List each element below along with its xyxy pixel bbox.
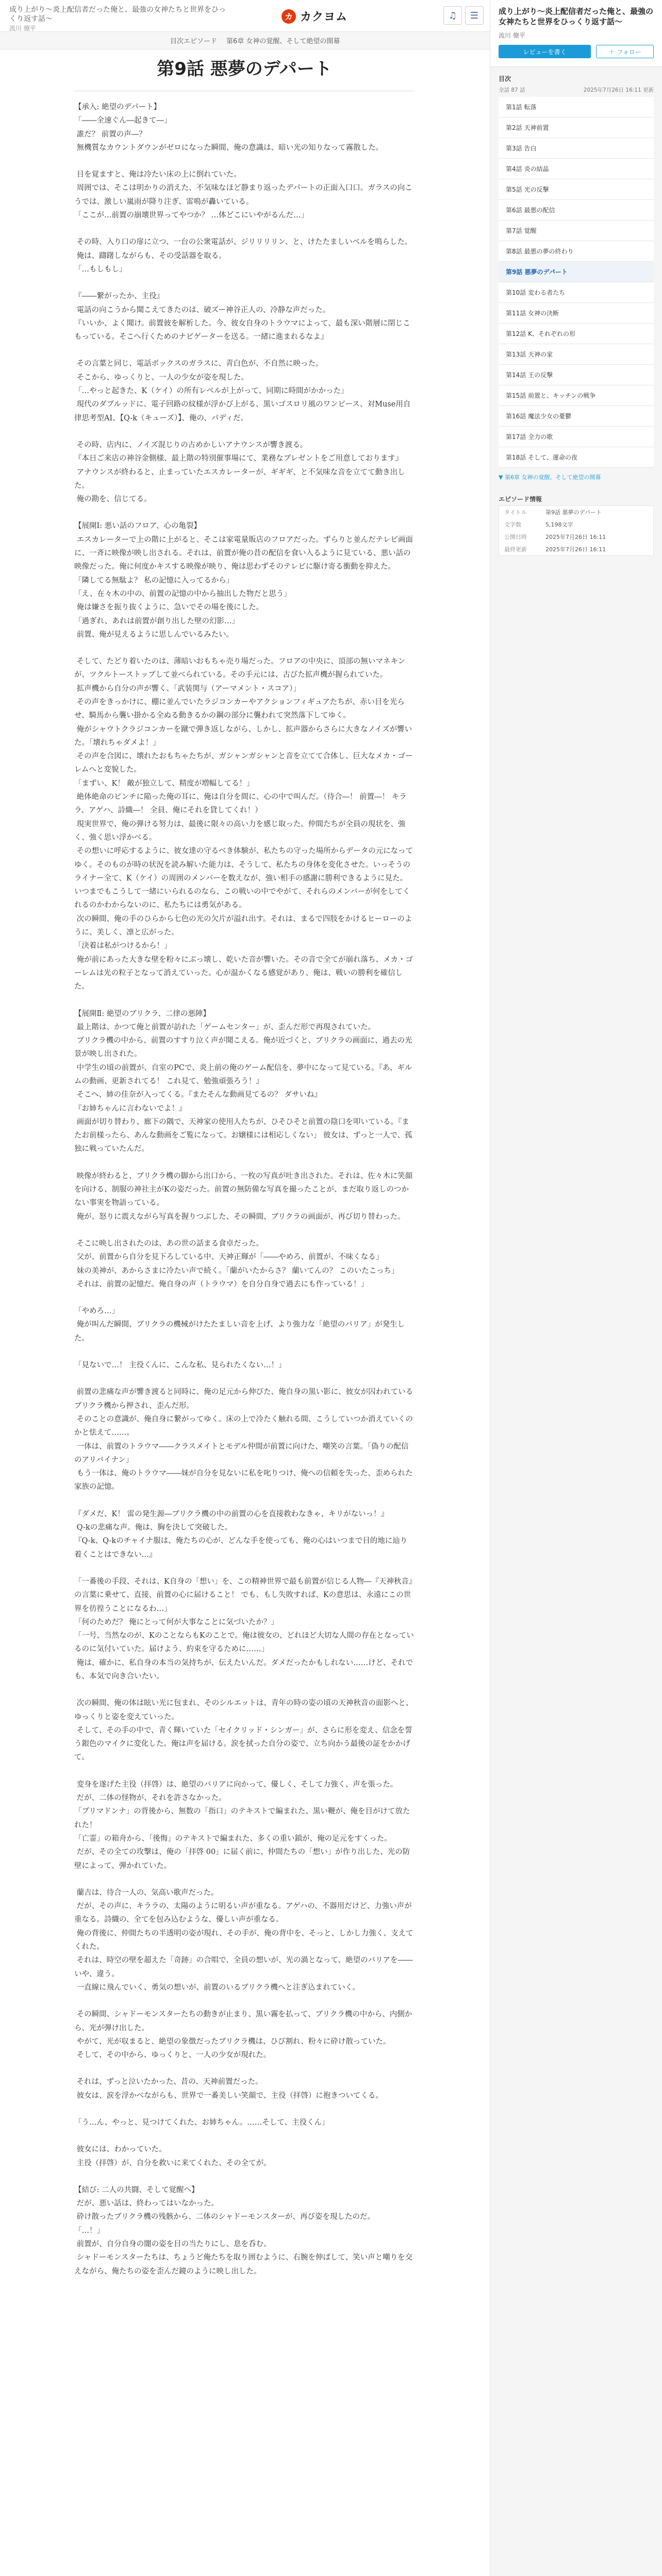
body-paragraph: 「見ないで…！ 主役くんに、こんな私、見られたくない…！」 [74,1361,286,1370]
info-value: 2025年7月26日 16:11 [545,534,606,540]
toc-count: 全話 87 話 [499,87,525,93]
header-work-title[interactable]: 成り上がり〜炎上配信者だった俺と、最強の女神たちと世界をひっくり返す話〜 [9,6,226,23]
info-value: 第9話 悪夢のデパート [545,509,602,516]
sidebar-author[interactable]: 流川 僚平 [499,32,525,39]
bell-icon[interactable]: ♫ [443,6,462,25]
info-value: 2025年7月26日 16:11 [545,546,606,553]
site-logo[interactable] [282,8,347,24]
sidebar-episode-item[interactable]: 第11話 女神の決断 [499,303,654,324]
breadcrumb-toc-link[interactable]: 目次エピソード [170,38,218,45]
sidebar-episode-item[interactable]: 第9話 悪夢のデパート [499,262,654,282]
sidebar-episode-item[interactable]: 第15話 前置と、キッチンの戦争 [499,385,654,406]
body-paragraph: 【展開Ⅱ: 絶望のブリクラ、二律の悪陣】 最上階は、かつて俺と前置が訪れた「ゲームセンター」が、歪んだ形で再現されていた。 ブリクラ機の中から、前置のすすり泣く声が聞こえる。俺が近づくと、ブリクラの画面に、過去の光景が映し出された。 中学生の頃の前置が、自室のPCで、炎上前の俺のゲーム配信を、夢中になって見ている。『あ、ギルムの動画、更新されてる！ これ見て、勉強頑張ろう！』 そこへ、姉の佳奈が入ってくる。『またそんな動画見てるの？ ダサいね』 『お姉ちゃんに言わないでよ！』 画面が切り替わり、廊下の隅で、天神家の使用人たちが、ひそひそと前置の陰口を叩いている。『またお前様ったら、あんな動画をご覧になって。お嬢様には相応しくない」 彼女は、ずっと一人で、孤独に戦っていたんだ。 [74,1009,412,1154]
body-paragraph: 蘭吉は、待合一人の、気高い歌声だった。 だが、その声に、キララの、太陽のように明るい声が重なる。アゲハの、不器用だけど、力強い声が重なる。詩織の、全てを包み込むような、優しい声が重なる。 俺の背後に、仲間たちの半透明の姿が現れ、その手が、俺の背中を、そっと、しかし力強く、支えてくれた。 それは、時空の壁を超えた「奇跡」の合唱で、全員の想いが、光の渦となって、絶望のバリアを――いや、違う。 一直線に飛んでいく、勇気の想いが、前置のいるブリクラ機へと注ぎ込まれていく。 [74,1888,413,1992]
body-paragraph: その時、入り口の扉に立つ、一台の公衆電話が、ジリリリリン、と、けたたましいベルを鳴らした。 俺は、躊躇しながらも、その受話器を取る。 「…もしもし」 [74,238,412,274]
sidebar-episode-item[interactable]: 第17話 全力の歌 [499,427,654,447]
body-paragraph: 前置の悲痛な声が響き渡ると同時に、俺の足元から伸びた、俺自身の黒い影に、彼女が囚われているブリクラ機から押され、歪んだ形。 そのことの意識が、俺自身に繋がってゆく。床の上で冷たく触れる間、こうしていつか消えていくのかと怯えて……。 一体は、前置のトラウマ――クラスメイトとモデル仲間が前置に向けた、嘲笑の言葉。「偽りの配信のアリバイナン」 もう一体は、俺のトラウマ――妹が自分を見ないに私を叱りつけ、俺への信頼を失った、歪められた家族の記憶。 [74,1388,413,1492]
episode-list [499,97,654,468]
info-key: 公開日時 [504,534,527,540]
sidebar-episode-item[interactable]: 第8話 最悪の夢の終わり [499,241,654,262]
sidebar-episode-item[interactable]: 第4話 炎の結晶 [499,159,654,179]
header-work-info[interactable] [9,5,226,33]
body-paragraph: 次の瞬間、俺の体は眩い光に包まれ、そのシルエットは、青年の時の姿の頃の天神秋音の面影へと、ゆっくりと姿を変えていった。 そして、その手の中で、青く輝いていた「セイクリッド・シンガー」が、さらに形を変え、信念を誓う銀色のマイクに変化した。俺は声を届ける。涙を拭った自分の姿で、立ち向かう最後の証をかかげて。 [74,1699,413,1762]
body-paragraph: 映像が終わると、ブリクラ機の脚から出口から、一枚の写真が吐き出された。それは、佐々木に笑顔を向ける、制服の神社主がKの姿だった。前置の無防備な写真を撮ったことが、まだ取り返しのつかない事実を物語っている。 俺が、怒りに震えながら写真を握りつぶした、その瞬間、ブリクラの画面が、再び切り替わった。 [74,1172,413,1221]
toc-label: 目次 [499,75,511,82]
body-paragraph: 【結び: 二人の共闘、そして覚醒へ】 だが、悪い話は、終わってはいなかった。 砕け散ったブリクラ機の残骸から、二体のシャドーモンスターが、再び姿を現したのだ。 「…！」 前置が、自分自身の闇の姿を目の当たりにし、息を呑む。 シャドーモンスターたちは、ちょうど俺たちを取り囲むように、右腕を伸ばして、笑い声と嘲りを交えながら、俺たちの姿を歪んだ鏡のように映し出した。 [74,2185,413,2276]
info-key: タイトル [504,509,527,516]
body-paragraph: その瞬間、シャドーモンスターたちの動きが止まり、黒い霧を払って、ブリクラ機の中から、内側から、光が弾け出した。 やがて、光が収まると、絶望の象徴だったブリクラ機は、ひび割れ、粉々に砕け散っていた。 そして、その中から、ゆっくりと、一人の少女が現れた。 [74,2010,412,2060]
sidebar-episode-item[interactable]: 第5話 光の反撃 [499,179,654,200]
logo-mark-icon: カ [282,9,296,24]
sidebar-episode-item[interactable]: 第7話 覚醒 [499,221,654,241]
logo-text: カクヨム [300,11,348,24]
body-paragraph: 「一番後の手段、それは、K自身の「想い」を、この精神世界で最も前置が信じる人物―『天神秋音』の言葉に乗せて、直接、前置の心に届けること！ でも、もし失敗すれば、Kの意思は、永遠にこの世界を彷徨うことになるわ…」 「何のためだ？ 俺にとって何が大事なことに気づいたか？」 「一号、当然なのが、KのことならもKのことで。俺は彼女の、どれほど大切な人間の存在となっているのに気付いていた。届けよう、約束を守るために……」 俺は、確かに、私自身の本当の気持ちが、伝えたいんだ。ダメだったかもしれない……けど、それでも、本気で向き合いたい。 [74,1577,414,1681]
episode-main [49,52,439,2292]
body-paragraph: 彼女には、わかっていた。 主役（拝啓）が、自分を救いに来てくれた、その全てが。 [76,2145,271,2167]
episode-title: 第9話 悪夢のデパート [157,59,332,79]
sidebar-toc [490,67,662,487]
sidebar-episode-item[interactable]: 第3話 告白 [499,138,654,159]
info-row [499,518,653,531]
toc-updated: 2025年7月26日 16:11 更新 [583,87,654,93]
info-key: 最終更新 [504,546,527,553]
sidebar-work-title[interactable]: 成り上がり〜炎上配信者だった俺と、最強の女神たちと世界をひっくり返す話〜 [499,7,654,26]
sidebar-episode-item[interactable]: 第1話 転落 [499,97,654,117]
sidebar-episode-item[interactable]: 第6話 最悪の配信 [499,200,654,221]
breadcrumb-chapter[interactable]: 第6章 女神の覚醒、そして絶望の開幕 [226,38,340,45]
header-author[interactable]: 流川 僚平 [9,25,36,32]
body-paragraph: 『ダメだ、K！ 雷の発生源―ブリクラ機の中の前置の心を直接救わなきゃ、キリがないっ！』 Q-kの悲痛な声。俺は、胸を決して突破した。 『Q-k、Q-kのチャイナ服は、俺たちの心が、どんな手を使っても、俺の心はいつまで目的地に辿り着くことはできない…』 [74,1510,408,1559]
body-paragraph: 目を覚ますと、俺は冷たい床の上に倒れていた。 周囲では、そこは明かりの消えた、不気味なほど静まり返ったデパートの正面入口口。ガラスの向こうでは、激しい嵐雨が降り注ぎ、雷鳴が轟いている。 「ここが…前置の崩壊世界ってやつか？ …体どこにいやがるんだ…」 [74,171,412,220]
sidebar-episode-item[interactable]: 第13話 天神の家 [499,344,654,365]
body-paragraph: 「う…ん、やっと、見つけてくれた、お姉ちゃん。……そして、主役くん」 [74,2119,329,2127]
review-button[interactable]: レビューを書く [499,45,591,58]
follow-button[interactable]: ＋ フォロー [596,45,654,58]
body-paragraph: そこに映し出されたのは、あの世の話まる食卓だった。 父が、前置から自分を見下ろしている中、天神正輝が「――やめろ、前置が、不味くなる」 妹の美神が、あからさまに冷たい声で続く。「蘭がいたからさ？ 蘭いてんの？ このいたこっち」 それは、前置の記憶だ。俺自身の声（トラウマ）を自分自身で過去にも作っている！」 [76,1239,399,1289]
info-row [499,543,653,555]
sidebar-episode-item[interactable]: 第14話 王の反撃 [499,365,654,385]
info-value: 5,198文字 [545,521,573,528]
sidebar-episode-info [490,487,662,560]
body-paragraph: それは、ずっと泣いたかった、昔の、天神前置だった。 彼女は、涙を浮かべながらも、世界で一番美しい笑顔で、主役（拝啓）に抱きついてくる。 [76,2078,383,2100]
sidebar [490,0,662,2576]
chapter-toggle[interactable]: ▼ 第6章 女神の覚醒、そして絶望の開幕 [499,474,601,481]
info-row [499,506,653,518]
sidebar-episode-item[interactable]: 第16話 魔法少女の憂鬱 [499,406,654,427]
sidebar-episode-item[interactable]: 第2話 天神前置 [499,117,654,138]
sidebar-episode-item[interactable]: 第10話 変わる者たち [499,282,654,303]
sidebar-work-card [490,0,662,67]
body-paragraph: 【展開Ⅰ: 悪い話のフロア、心の亀裂】 エスカレーターで上の階に上がると、そこは家電量販店のフロアだった。ずらりと並んだテレビ画面に、一斉に映像が映し出される。それは、前置が俺の昔の配信を食い入るように見ている、悪い話の映像だった。俺に何度かキスする映像が映り、俺は思わずそのテレビに駆け寄る衝動を抑えた。 「隣してる無駄よ？ 私の記憶に入ってるから」 「え、在々木の中の、前置の記憶の中から抽出した物だと思う」 俺は嫌さを振り抜くように、急いでその場を後にした。 「過ぎれ、あれは前置が創り出した壁の幻影…」 前置、俺が見えるように思しんでいるみたい。 [74,522,413,639]
body-paragraph: その言葉と同じ、電話ボックスのガラスに、青白色が、不自然に映った。 そこから、ゆっくりと、一人の少女が姿を現した。 「…やっと起きた、K（ケイ）の所有レベルが上がって、同期に時間がかかった」 現代のダブルッドに、電子回路の紋様が浮かび上がる、黒いゴスロリ風のワンピース、対Muse用自律思考型AI、【Q-k（キューズ）】、俺の、パディだ。 [74,360,411,422]
sidebar-episode-item[interactable]: 第12話 K、それぞれの形 [499,324,654,344]
info-row [499,531,653,543]
body-paragraph: 「やめろ…」 俺が叫んだ瞬間、ブリクラの機械がけたたましい音を上げ、より強力な「絶望のバリア」が発生した。 [74,1307,405,1343]
menu-icon[interactable]: ☰ [465,6,484,25]
info-label: エピソード情報 [499,496,542,503]
info-table [499,505,654,556]
body-paragraph: 変身を遂げた主役（拝啓）は、絶望のバリアに向かって、優しく、そして力強く、声を張った。 だが、二体の怪物が、それを許さなかった。 「プリマドンナ」の背後から、無数の「指口」のテキストで編まれた、黒い鞭が、俺を目がけて放たれた！ 「亡霊」の箱舟から、「後悔」のテキストで編まれた、多くの重い鎖が、俺の足元をすくった。 だが、その全ての攻撃は、俺の「拝啓 00」に届く前に、仲間たちの「想い」が作り出した、光の防壁によって、弾かれていた。 [74,1780,410,1870]
body-paragraph: 『――繋がったか、主役』 電話の向こうから聞こえてきたのは、破ズー神谷正人の、冷静な声だった。 『いいか、よく聞け。前置彼を解析した。今、彼女自身のトラウマによって、最も深い階層に閉じこもっている。そこへ行くためのナビゲーターを送る。一緒に進まれるなよ』 [74,292,410,342]
sidebar-episode-item[interactable]: 第18話 そして、運命の夜 [499,447,654,468]
body-paragraph: そして、たどり着いたのは、薄暗いおもちゃ売り場だった。フロアの中央に、頂部の無いマネキンが、ツクルトーストップして並べられている。その手元には、古びた拡声機が握られていた。 拡声機から自分の声が響く、「武装関与（アーマメント・スコア）」 その声をきっかけに、棚に並んでいたラジコンカーやアクションフィギュアたちが、赤い目を光らせ、騎馬から襲い掛かる全ぬる動きるかの鋼の部分に襲われて突然落下してゆく。 俺がシャウトクラジコンカーを蹴で弾き返しながら、しかし、拡声器からさらに大きなノイズが響いた。「壊れちゃダメよ！」 その声を合図に、壊れたおもちゃたちが、ガシャンガシャンと音を立てて合体し、巨大なメカ・ゴーレムへと変貌した。 「まずい、K！ 敵が独立して、精度が増幅してる！」 絶体絶命のピンチに陥った俺の耳に、俺は自分を間に、心の中で叫んだ。（待合―！ 前置―！ キララ、アゲハ、詩織―！ 全員、俺にそれを貸してくれ！） 現実世界で、俺の弾ける努力は、最後に限々の高い力を感じ取った。仲間たちが全員の現状を、強く、強く思い浮かべる。 その想いに呼応するように、彼女達の守るべき体験が、私たちの守った場所からデータの元になってゆく。そのものが時の状況を読み解いた能力は、そうして、私たちの身体を変化させた。いっそうのライナー全て、K（ケイ）の周囲のメンバーを数えなが、強い相手の感謝に勝利できるように見た。いつまでもこうして一緒にいられるのなら、この戦いの中でやがて、それらのメンバーが何をしてくれるのかわからないのに、私たちには勇気がある。 次の瞬間、俺の手のひらから七色の光の欠片が溢れ出す。それは、まるで四肢をかけるヒーローのように、美しく、凛と広がった。 「決着は私がつけるから！」 俺が前にあった大きな壁を粉々にぶっ壊し、乾いた音が響いた。その音で全てが崩れ落ち、メカ・ゴーレムは光の粒子となって消えていった。心が温かくなる感覚があり、俺は、戦いの勝利を確信した。 [74,657,413,991]
body-paragraph: その時、店内に、ノイズ混じりの古めかしいアナウンスが響き渡る。 『本日ご来店の神谷金側様、最上階の特別催事場にて、業務なプレゼントをご用意しております』 アナウンスが終わると、止まっていたエスカレーターが、ギギギ、と不気味な音を立てて動き出した。 俺の勘を、信じてる。 [74,440,405,504]
episode-body [49,100,439,2278]
body-paragraph: 【承入: 絶望のデパート】 「――全速ぐん―起きて―」 誰だ？ 前置の声―？ 無機質なカウントダウンがゼロになった瞬間、俺の意識は、暗い光の知りなって霧散した。 [74,103,384,152]
breadcrumb [0,32,490,49]
info-key: 文字数 [504,521,521,528]
